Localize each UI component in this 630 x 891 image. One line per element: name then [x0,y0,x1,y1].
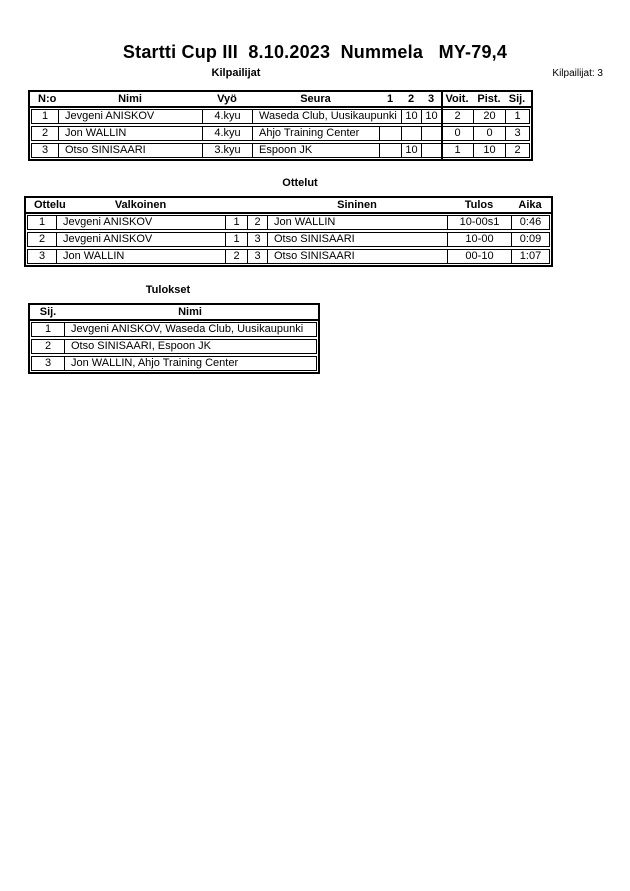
ottelut-cell: 0:09 [511,233,549,246]
kilpailijat-header-cell: Vyö [217,93,237,105]
kilpailijat-header-cell: Sij. [508,93,526,105]
tulokset-header-cell: Nimi [178,306,202,318]
ottelut-row [27,232,550,247]
kilpailijat-row [31,126,530,141]
kilpailijat-cell [379,127,401,140]
tulokset-cell: Jon WALLIN, Ahjo Training Center [64,357,316,370]
kilpailijat-thick-divider [441,92,443,159]
ottelut-header-cell: Ottelu [34,199,66,211]
tulokset-header-cell: Sij. [39,306,57,318]
kilpailijat-cell: Otso SINISAARI [58,144,202,157]
ottelut-cell: 10-00 [447,233,511,246]
kilpailijat-cell: 10 [473,144,505,157]
ottelut-cell: Otso SINISAARI [267,250,447,263]
ottelut-cell: Jevgeni ANISKOV [56,216,225,229]
kilpailijat-header-cell: 3 [427,93,435,105]
kilpailijat-header-cell: Voit. [445,93,469,105]
page-title: Startti Cup III 8.10.2023 Nummela MY-79,4 [122,42,508,62]
kilpailijat-cell: 1 [441,144,473,157]
kilpailijat-cell: 10 [421,110,441,123]
tulokset-table-body [30,321,318,372]
ottelut-table [24,196,553,267]
ottelut-header-cell: Tulos [464,199,494,211]
kilpailijat-cell: 1 [505,110,529,123]
kilpailijat-cell: 0 [473,127,505,140]
tulokset-header-row [30,305,318,321]
ottelut-cell: 0:46 [511,216,549,229]
kilpailijat-cell [379,110,401,123]
ottelut-cell: 2 [247,216,267,229]
ottelut-header-row [26,198,551,214]
kilpailijat-cell [421,127,441,140]
kilpailijat-cell [401,127,421,140]
kilpailijat-cell: Espoon JK [252,144,379,157]
kilpailijat-cell: 2 [41,127,49,139]
ottelut-cell: 3 [38,250,46,262]
kilpailijat-cell: 20 [473,110,505,123]
ottelut-table-body [26,214,551,265]
ottelut-cell: Jon WALLIN [56,250,225,263]
ottelut-header-cell: Sininen [337,199,377,211]
ottelut-cell: 2 [225,250,247,263]
ottelut-cell: Jon WALLIN [267,216,447,229]
ottelut-cell: 1 [225,216,247,229]
ottelut-cell: 3 [247,233,267,246]
tulokset-row [31,356,317,371]
kilpailijat-cell: 2 [441,110,473,123]
kilpailijat-cell: 0 [441,127,473,140]
tulokset-row [31,322,317,337]
ottelut-header-cell [225,198,247,212]
ottelut-cell: Otso SINISAARI [267,233,447,246]
tulokset-table [28,303,320,374]
tulokset-cell: Otso SINISAARI, Espoon JK [64,340,316,353]
ottelut-row [27,249,550,264]
ottelut-cell: 1 [38,216,46,228]
kilpailijat-cell: 4.kyu [202,127,252,140]
section-title-ottelut: Ottelut [282,177,318,189]
ottelut-cell: 3 [247,250,267,263]
kilpailijat-cell: 3 [41,144,49,156]
tulokset-cell: 1 [44,323,52,335]
kilpailijat-header-cell: Seura [300,93,331,105]
kilpailijat-cell: 3 [505,127,529,140]
ottelut-header-cell: Valkoinen [114,199,167,211]
kilpailijat-cell: Waseda Club, Uusikaupunki [252,110,379,123]
ottelut-cell: Jevgeni ANISKOV [56,233,225,246]
kilpailijat-table [28,90,533,161]
kilpailijat-table-body [30,108,531,159]
tulokset-cell: 3 [44,357,52,369]
kilpailijat-cell: 4.kyu [202,110,252,123]
kilpailijat-cell: Jevgeni ANISKOV [58,110,202,123]
ottelut-cell: 1 [225,233,247,246]
kilpailijat-cell: Ahjo Training Center [252,127,379,140]
kilpailijat-header-cell: N:o [38,93,57,105]
kilpailijat-cell [421,144,441,157]
section-title-kilpailijat: Kilpailijat [211,67,261,79]
kilpailijat-row [31,143,530,158]
kilpailijat-header-cell: Pist. [477,93,501,105]
kilpailijat-row [31,109,530,124]
kilpailijat-cell: 2 [505,144,529,157]
ottelut-header-cell: Aika [518,199,542,211]
ottelut-cell: 10-00s1 [447,216,511,229]
ottelut-cell: 1:07 [511,250,549,263]
section-title-tulokset: Tulokset [145,284,191,296]
tulokset-cell: 2 [44,340,52,352]
ottelut-cell: 00-10 [447,250,511,263]
ottelut-header-cell [247,198,267,212]
kilpailijat-cell: 10 [401,144,421,157]
kilpailijat-cell: 3.kyu [202,144,252,157]
ottelut-cell: 2 [38,233,46,245]
kilpailijat-cell: Jon WALLIN [58,127,202,140]
ottelut-row [27,215,550,230]
kilpailijat-header-cell: 2 [407,93,415,105]
kilpailijat-cell: 10 [401,110,421,123]
kilpailijat-cell [379,144,401,157]
tulokset-row [31,339,317,354]
tulokset-cell: Jevgeni ANISKOV, Waseda Club, Uusikaupunki [64,323,316,336]
competitors-count-label: Kilpailijat: 3 [552,68,603,79]
kilpailijat-cell: 1 [41,110,49,122]
kilpailijat-header-cell: 1 [386,93,394,105]
kilpailijat-header-row [30,92,531,108]
kilpailijat-header-cell: Nimi [118,93,142,105]
